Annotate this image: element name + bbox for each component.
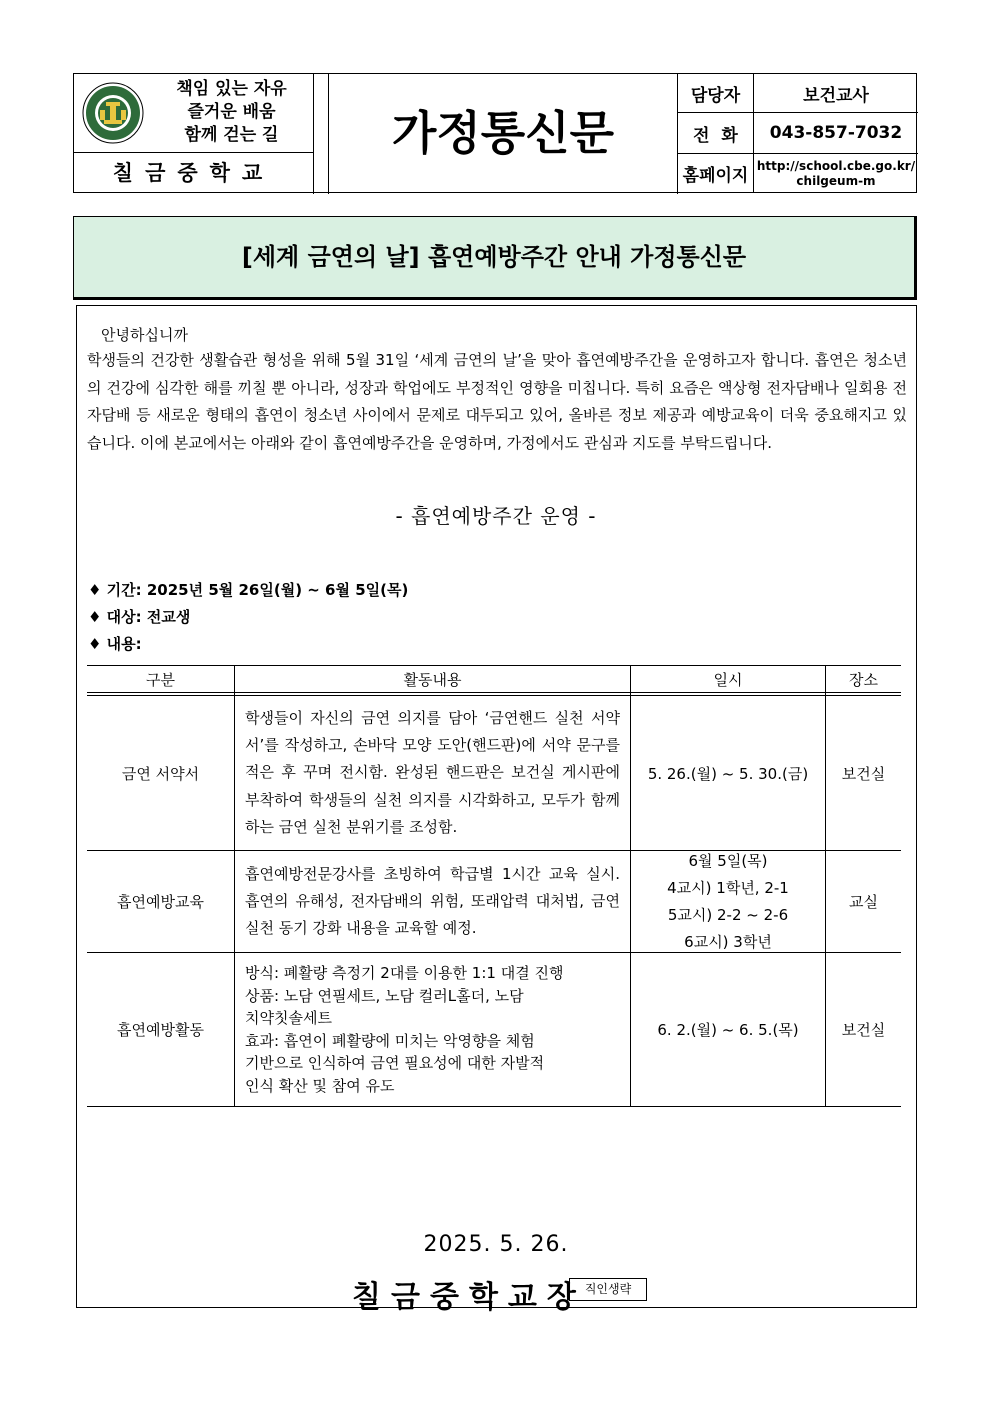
row-place: 보건실 bbox=[841, 764, 886, 783]
content-line: 기반으로 인식하여 금연 필요성에 대한 자발적 bbox=[245, 1054, 545, 1072]
row-date: 6. 2.(월) ~ 6. 5.(목) bbox=[657, 1021, 799, 1039]
content-line: 방식: 폐활량 측정기 2대를 이용한 1:1 대결 진행 bbox=[245, 964, 564, 982]
row-place: 보건실 bbox=[841, 1021, 886, 1039]
motto-line: 책임 있는 자유 bbox=[176, 79, 287, 99]
info-row-phone bbox=[678, 113, 918, 154]
column-header: 구분 bbox=[146, 670, 175, 689]
motto-line: 즐거운 배움 bbox=[187, 102, 276, 122]
row-category: 흡연예방활동 bbox=[117, 1021, 204, 1039]
info-label: 담당자 bbox=[678, 74, 754, 112]
issue-date: 2025. 5. 26. bbox=[423, 1232, 569, 1257]
info-label: 전 화 bbox=[678, 113, 754, 153]
motto bbox=[149, 78, 314, 147]
content-line: 인식 확산 및 참여 유도 bbox=[245, 1076, 395, 1095]
motto-line: 함께 걷는 길 bbox=[184, 125, 279, 145]
row-category: 흡연예방교육 bbox=[117, 893, 204, 911]
notice-title: [세계 금연의 날] 흡연예방주간 안내 가정통신문 bbox=[73, 216, 917, 300]
row-place: 교실 bbox=[849, 893, 878, 911]
content-line: 상품: 노담 연필세트, 노담 컬러L홀더, 노담 bbox=[245, 986, 524, 1005]
row-date bbox=[631, 851, 825, 952]
row-date: 5. 26.(월) ~ 5. 30.(금) bbox=[647, 764, 809, 783]
table-rule bbox=[87, 1106, 901, 1107]
date-line: 6월 5일(목) bbox=[688, 851, 768, 870]
activity-table bbox=[87, 665, 901, 1107]
row-content: 학생들이 자신의 금연 의지를 담아 ‘금연핸드 실천 서약서’를 작성하고, 손바닥 모양 도안(핸드판)에 서약 문구를 적은 후 꾸며 전시함. 완성된 핸드판은 보건실 게시판에 부착하여 학생들의 실천 의지를 시각화하고, 모두가 함께하는 금연 실천 분위기를 조성함. bbox=[245, 708, 620, 836]
column-header: 활동내용 bbox=[403, 670, 462, 689]
info-label: 홈페이지 bbox=[678, 154, 754, 193]
bullet-content: ♦ 내용: bbox=[88, 635, 142, 653]
school-name: 칠금중학교 bbox=[74, 153, 314, 194]
motto-cell bbox=[74, 74, 314, 153]
school-logo-icon bbox=[82, 82, 144, 144]
contact-info bbox=[678, 74, 918, 194]
info-row-manager bbox=[678, 74, 918, 113]
info-value: 043-857-7032 bbox=[769, 123, 903, 143]
section-heading: - 흡연예방주간 운영 - bbox=[395, 504, 597, 528]
header bbox=[73, 73, 917, 193]
column-header: 일시 bbox=[713, 670, 743, 689]
bullet-target: ♦ 대상: 전교생 bbox=[88, 608, 191, 626]
row-content bbox=[235, 953, 630, 1106]
principal-signature: 칠금중학교장 bbox=[352, 1280, 586, 1315]
info-row-homepage bbox=[678, 154, 918, 193]
seal-omitted-stamp: 직인생략 bbox=[569, 1278, 647, 1301]
content-line: 효과: 흡연이 폐활량에 미치는 악영향을 체험 bbox=[245, 1031, 535, 1050]
homepage-link[interactable]: http://school.cbe.go.kr/ chilgeum-m bbox=[756, 158, 916, 188]
page-title: 가정통신문 bbox=[328, 74, 678, 194]
column-header: 장소 bbox=[849, 670, 878, 689]
date-line: 6교시) 3학년 bbox=[684, 932, 772, 951]
row-content: 흡연예방전문강사를 초빙하여 학급별 1시간 교육 실시. 흡연의 유해성, 전자담배의 위험, 또래압력 대처법, 금연 실천 동기 강화 내용을 교육할 예정. bbox=[245, 864, 620, 938]
row-category: 금연 서약서 bbox=[121, 764, 200, 783]
date-line: 5교시) 2-2 ~ 2-6 bbox=[667, 905, 789, 924]
intro-paragraph: 학생들의 건강한 생활습관 형성을 위해 5월 31일 ‘세계 금연의 날’을 맞아 흡연예방주간을 운영하고자 합니다. 흡연은 청소년의 건강에 심각한 해를 끼칠 뿐 아니라, 성장과 학업에도 부정적인 영향을 미칩니다. 특히 요즘은 액상형 전자담배나 일회용 전자담배 등 새로운 형태의 흡연이 청소년 사이에서 문제로 대두되고 있어, 올바른 정보 제공과 예방교육이 더욱 중요해지고 있습니다. 이에 본교에서는 아래와 같이 흡연예방주간을 운영하며, 가정에서도 관심과 지도를 부탁드립니다. bbox=[87, 351, 907, 452]
info-value: 보건교사 bbox=[803, 85, 869, 106]
content-line: 치약칫솔세트 bbox=[245, 1009, 332, 1027]
date-line: 4교시) 1학년, 2-1 bbox=[667, 878, 789, 897]
greeting: 안녕하십니까 bbox=[101, 326, 188, 344]
bullet-period: ♦ 기간: 2025년 5월 26일(월) ~ 6월 5일(목) bbox=[88, 581, 409, 599]
